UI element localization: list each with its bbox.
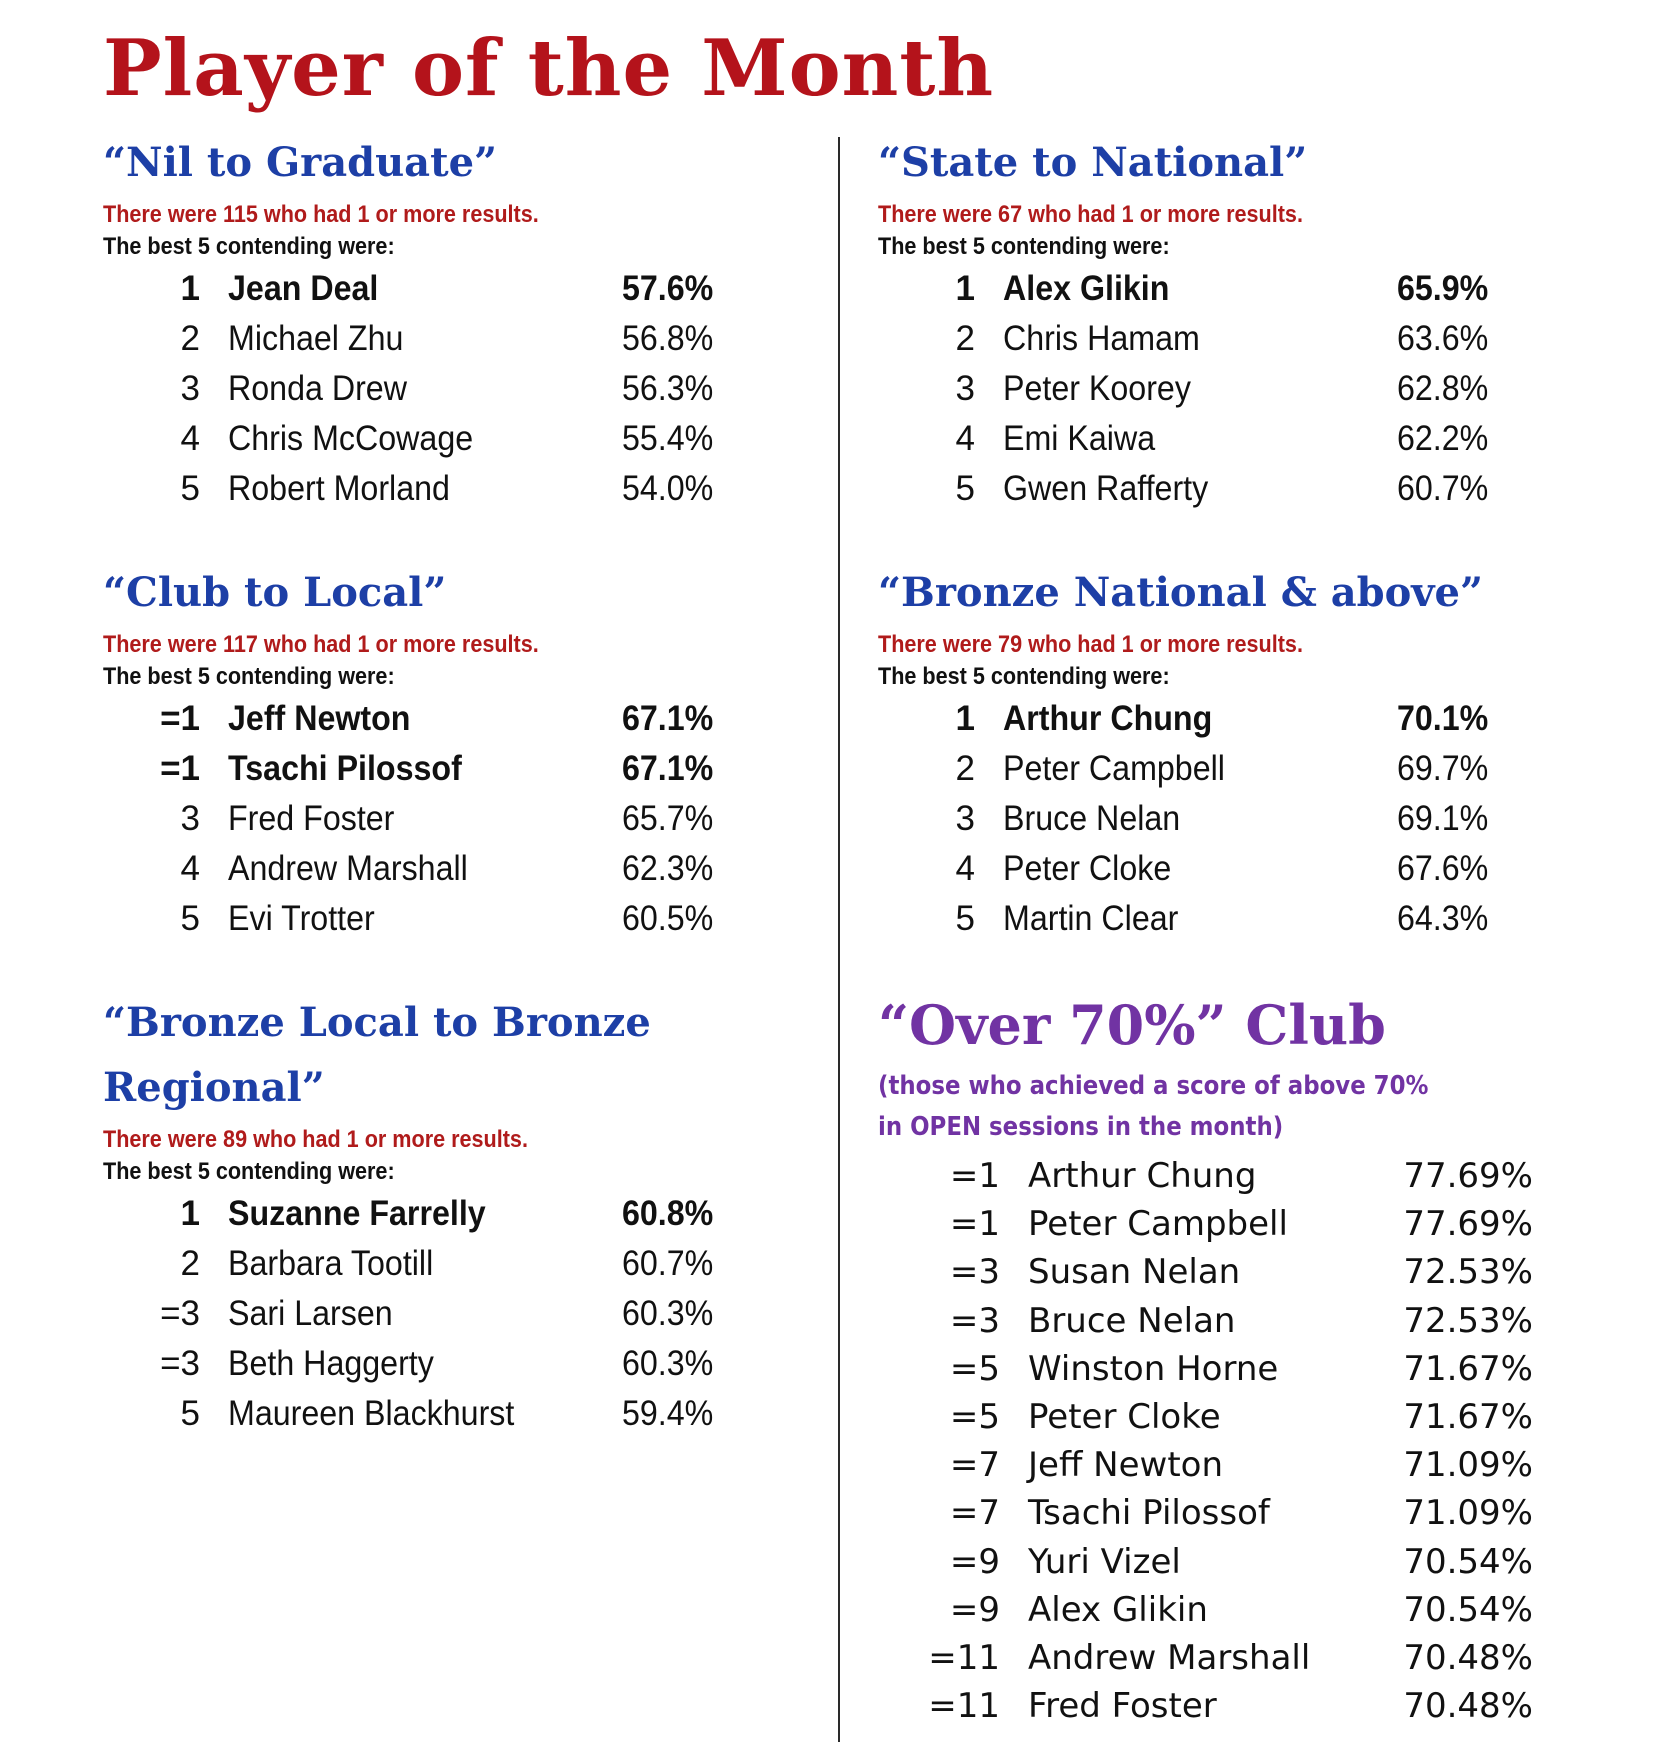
ranking-row: [878, 469, 1488, 519]
intro-line: The best 5 contending were:: [103, 233, 395, 260]
ranking-list: [878, 269, 1488, 519]
rank: =1: [160, 699, 200, 738]
player-name: Peter Cloke: [1028, 1396, 1221, 1437]
player-name: Chris McCowage: [228, 419, 474, 458]
score: 71.67%: [1403, 1396, 1533, 1437]
score: 67.1%: [621, 699, 713, 738]
section-nil-to-graduate: [103, 130, 713, 519]
rank: =3: [160, 1344, 200, 1383]
score: 60.3%: [621, 1344, 713, 1383]
rank: 3: [955, 799, 975, 838]
player-name: Beth Haggerty: [228, 1344, 434, 1383]
intro-line: The best 5 contending were:: [878, 233, 1170, 260]
score: 67.1%: [621, 749, 713, 788]
club-row: [878, 1397, 1533, 1445]
score: 64.3%: [1396, 899, 1488, 938]
section-bronze-local-to-regional: [103, 990, 743, 1444]
player-name: Suzanne Farrelly: [228, 1194, 486, 1233]
club-row: [878, 1493, 1533, 1541]
ranking-row: [103, 369, 713, 419]
ranking-row: [103, 1394, 743, 1444]
player-name: Chris Hamam: [1003, 319, 1200, 358]
player-name: Peter Cloke: [1003, 849, 1172, 888]
score: 59.4%: [621, 1394, 713, 1433]
ranking-row: [878, 369, 1488, 419]
player-name: Barbara Tootill: [228, 1244, 434, 1283]
ranking-row: [878, 419, 1488, 469]
club-list: [878, 1156, 1533, 1734]
rank: =9: [949, 1541, 1000, 1582]
score: 70.54%: [1403, 1541, 1533, 1582]
ranking-row: [878, 749, 1488, 799]
player-name: Tsachi Pilossof: [1028, 1493, 1270, 1534]
score: 72.53%: [1403, 1252, 1533, 1293]
score: 63.6%: [1396, 319, 1488, 358]
player-name: Arthur Chung: [1003, 699, 1213, 738]
section-title: “Bronze National & above”: [878, 569, 1483, 616]
score: 60.5%: [621, 899, 713, 938]
rank: 4: [180, 419, 200, 458]
player-name: Alex Glikin: [1028, 1589, 1208, 1630]
ranking-row: [103, 1294, 743, 1344]
player-name: Jeff Newton: [1028, 1445, 1224, 1486]
section-over-70-club: [878, 990, 1533, 1734]
score: 71.09%: [1403, 1493, 1533, 1534]
ranking-row: [103, 749, 713, 799]
player-name: Sari Larsen: [228, 1294, 393, 1333]
ranking-row: [878, 269, 1488, 319]
rank: 1: [955, 699, 975, 738]
player-name: Yuri Vizel: [1028, 1541, 1181, 1582]
score: 77.69%: [1403, 1156, 1533, 1196]
count-line: There were 89 who had 1 or more results.: [103, 1126, 528, 1153]
rank: =3: [949, 1252, 1000, 1293]
rank: =7: [949, 1445, 1000, 1486]
ranking-row: [103, 899, 713, 949]
ranking-list: [103, 269, 713, 519]
club-row: [878, 1156, 1533, 1204]
ranking-row: [103, 699, 713, 749]
player-name: Winston Horne: [1028, 1348, 1279, 1389]
ranking-row: [103, 799, 713, 849]
rank: =5: [949, 1396, 1000, 1437]
player-name: Fred Foster: [228, 799, 395, 838]
score: 62.8%: [1396, 369, 1488, 408]
player-name: Susan Nelan: [1028, 1252, 1241, 1293]
ranking-list: [878, 699, 1488, 949]
ranking-row: [878, 699, 1488, 749]
score: 62.3%: [621, 849, 713, 888]
club-note: (those who achieved a score of above 70% in OPEN sessions in the month): [878, 1071, 1429, 1142]
section-title: “Bronze Local to Bronze Regional”: [103, 999, 651, 1111]
count-line: There were 117 who had 1 or more results.: [103, 631, 539, 658]
club-row: [878, 1301, 1533, 1349]
player-name: Bruce Nelan: [1003, 799, 1181, 838]
rank: 1: [180, 269, 200, 308]
rank: =3: [160, 1294, 200, 1333]
score: 60.7%: [621, 1244, 713, 1283]
ranking-row: [103, 269, 713, 319]
player-name: Michael Zhu: [228, 319, 404, 358]
score: 69.7%: [1396, 749, 1488, 788]
rank: 2: [955, 749, 975, 788]
player-name: Robert Morland: [228, 469, 450, 508]
score: 56.8%: [621, 319, 713, 358]
player-name: Maureen Blackhurst: [228, 1394, 515, 1433]
ranking-row: [103, 419, 713, 469]
rank: 2: [955, 319, 975, 358]
club-row: [878, 1542, 1533, 1590]
ranking-row: [103, 849, 713, 899]
ranking-list: [103, 699, 713, 949]
player-name: Alex Glikin: [1003, 269, 1170, 308]
score: 60.3%: [621, 1294, 713, 1333]
player-name: Jeff Newton: [228, 699, 411, 738]
score: 57.6%: [621, 269, 713, 308]
section-title: “Over 70%” Club: [878, 993, 1386, 1057]
rank: =7: [949, 1493, 1000, 1534]
intro-line: The best 5 contending were:: [103, 663, 395, 690]
rank: 2: [180, 1244, 200, 1283]
rank: 4: [955, 419, 975, 458]
club-row: [878, 1638, 1533, 1686]
rank: 1: [180, 1194, 200, 1233]
ranking-row: [103, 469, 713, 519]
count-line: There were 115 who had 1 or more results.: [103, 201, 539, 228]
score: 62.2%: [1396, 419, 1488, 458]
section-title: “State to National”: [878, 139, 1308, 186]
rank: 3: [955, 369, 975, 408]
rank: =1: [949, 1204, 1000, 1245]
rank: =11: [928, 1637, 1000, 1678]
rank: 4: [180, 849, 200, 888]
score: 72.53%: [1403, 1300, 1533, 1341]
ranking-row: [878, 319, 1488, 369]
intro-line: The best 5 contending were:: [103, 1158, 395, 1185]
score: 54.0%: [621, 469, 713, 508]
score: 56.3%: [621, 369, 713, 408]
score: 77.69%: [1403, 1204, 1533, 1245]
score: 69.1%: [1396, 799, 1488, 838]
score: 60.7%: [1396, 469, 1488, 508]
rank: =11: [928, 1686, 1000, 1727]
section-bronze-national-above: [878, 560, 1488, 949]
rank: 5: [180, 1394, 200, 1433]
club-row: [878, 1204, 1533, 1252]
club-row: [878, 1590, 1533, 1638]
player-name: Evi Trotter: [228, 899, 375, 938]
ranking-row: [103, 1194, 743, 1244]
club-row: [878, 1349, 1533, 1397]
player-name: Emi Kaiwa: [1003, 419, 1156, 458]
ranking-row: [878, 849, 1488, 899]
player-name: Ronda Drew: [228, 369, 407, 408]
column-divider: [838, 137, 840, 1742]
rank: 3: [180, 369, 200, 408]
club-row: [878, 1686, 1533, 1734]
ranking-row: [103, 319, 713, 369]
player-name: Martin Clear: [1003, 899, 1179, 938]
player-name: Peter Campbell: [1003, 749, 1225, 788]
score: 70.1%: [1396, 699, 1488, 738]
rank: =1: [949, 1156, 1000, 1196]
rank: 5: [955, 899, 975, 938]
rank: 4: [955, 849, 975, 888]
rank: 5: [180, 899, 200, 938]
score: 71.09%: [1403, 1445, 1533, 1486]
score: 65.7%: [621, 799, 713, 838]
score: 70.48%: [1403, 1686, 1533, 1727]
count-line: There were 79 who had 1 or more results.: [878, 631, 1303, 658]
rank: =1: [160, 749, 200, 788]
rank: 1: [955, 269, 975, 308]
club-row: [878, 1445, 1533, 1493]
section-title: “Club to Local”: [103, 569, 447, 616]
club-row: [878, 1252, 1533, 1300]
player-name: Tsachi Pilossof: [228, 749, 462, 788]
player-name: Andrew Marshall: [1028, 1637, 1311, 1678]
score: 60.8%: [621, 1194, 713, 1233]
player-name: Bruce Nelan: [1028, 1300, 1236, 1341]
ranking-row: [878, 799, 1488, 849]
section-state-to-national: [878, 130, 1488, 519]
ranking-row: [103, 1344, 743, 1394]
score: 70.54%: [1403, 1589, 1533, 1630]
ranking-row: [103, 1244, 743, 1294]
rank: =5: [949, 1348, 1000, 1389]
rank: 5: [955, 469, 975, 508]
rank: 5: [180, 469, 200, 508]
ranking-list: [103, 1194, 743, 1444]
score: 55.4%: [621, 419, 713, 458]
page-title: Player of the Month: [103, 23, 995, 114]
rank: =3: [949, 1300, 1000, 1341]
score: 65.9%: [1396, 269, 1488, 308]
player-name: Gwen Rafferty: [1003, 469, 1209, 508]
intro-line: The best 5 contending were:: [878, 663, 1170, 690]
score: 67.6%: [1396, 849, 1488, 888]
section-club-to-local: [103, 560, 713, 949]
count-line: There were 67 who had 1 or more results.: [878, 201, 1303, 228]
rank: 2: [180, 319, 200, 358]
player-name: Peter Campbell: [1028, 1204, 1288, 1245]
player-name: Arthur Chung: [1028, 1156, 1257, 1196]
score: 71.67%: [1403, 1348, 1533, 1389]
player-name: Peter Koorey: [1003, 369, 1191, 408]
player-name: Fred Foster: [1028, 1686, 1217, 1727]
ranking-row: [878, 899, 1488, 949]
player-name: Andrew Marshall: [228, 849, 468, 888]
score: 70.48%: [1403, 1637, 1533, 1678]
player-name: Jean Deal: [228, 269, 379, 308]
rank: 3: [180, 799, 200, 838]
section-title: “Nil to Graduate”: [103, 139, 498, 186]
rank: =9: [949, 1589, 1000, 1630]
